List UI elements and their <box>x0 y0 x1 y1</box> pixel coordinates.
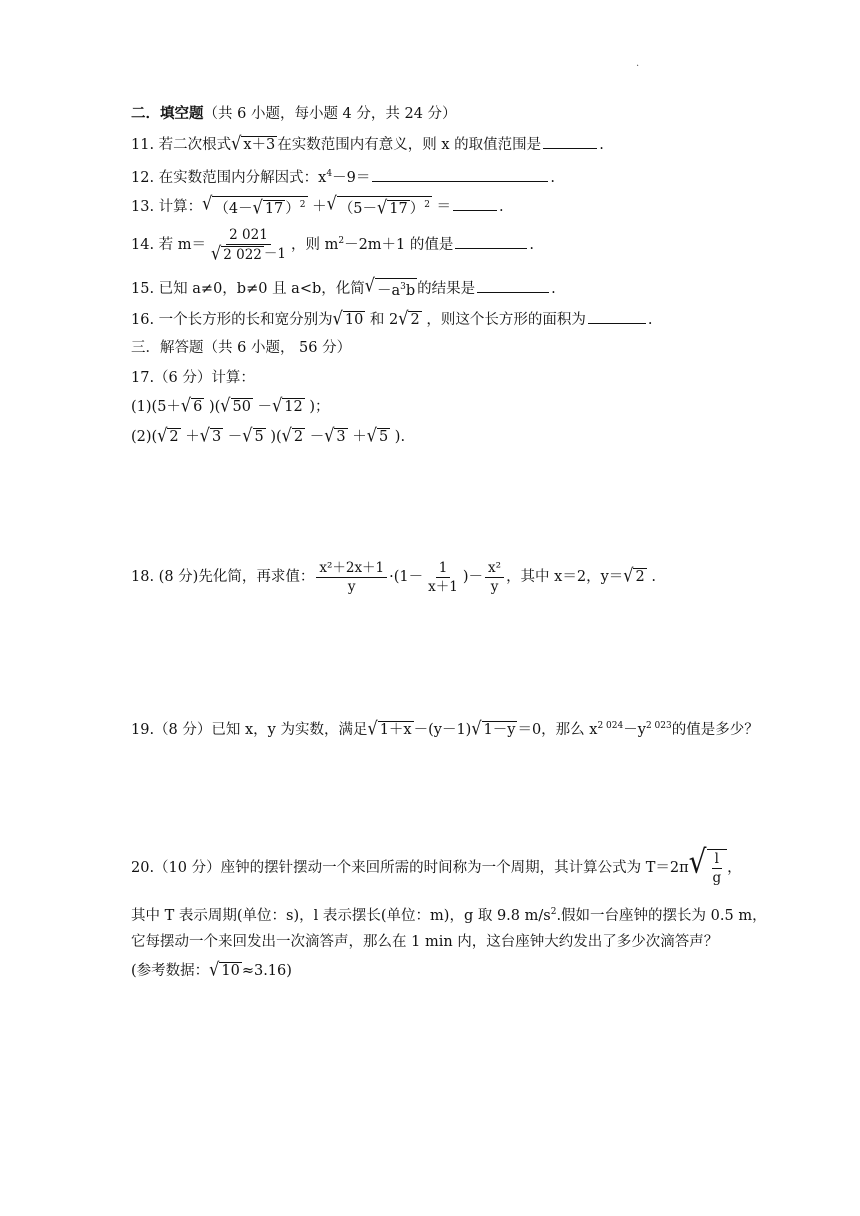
text-run: 的结果是 <box>417 281 476 297</box>
radical <box>157 424 180 447</box>
text-run <box>337 196 432 218</box>
text-run <box>707 849 728 887</box>
text-run: 2 <box>635 569 645 585</box>
radical <box>471 717 517 740</box>
text-run: g <box>712 870 722 886</box>
text-run: ＝0，那么 x <box>517 721 598 738</box>
radical <box>364 274 417 300</box>
radical-sign: √ <box>367 717 378 740</box>
fraction <box>710 850 725 887</box>
text-run: . <box>647 312 653 328</box>
text-run: － <box>305 429 325 445</box>
radical-sign: √ <box>231 132 242 155</box>
radical-sign: √ <box>199 424 210 447</box>
text-run: . <box>499 199 504 215</box>
text-run: 2 022 <box>223 246 262 263</box>
text-run: －a <box>376 282 401 299</box>
radical <box>252 196 286 219</box>
text-run: 12. 在实数范围内分解因式：x <box>131 169 327 186</box>
fraction <box>485 559 504 596</box>
radical-sign: √ <box>332 307 343 330</box>
text-run: 50 <box>232 399 251 415</box>
answer-blank <box>453 196 497 211</box>
text-run: x＋1 <box>428 578 458 595</box>
question-17-part1 <box>131 394 330 417</box>
radical-sign: √ <box>209 958 220 981</box>
question-17-title: 17.（6 分）计算： <box>131 370 255 386</box>
text-run: . <box>651 569 656 585</box>
text-run: 1 <box>436 559 451 578</box>
radical <box>220 394 253 417</box>
question-16 <box>131 309 652 330</box>
radical <box>332 307 366 330</box>
text-run: ，则这个长方形的面积为 <box>421 312 586 328</box>
radical <box>281 424 305 447</box>
radical <box>202 192 307 219</box>
question-17-part2 <box>131 424 406 447</box>
radical <box>366 424 390 447</box>
text-run: 15. 已知 a≠0，b≠0 且 a<b，化简 <box>131 281 365 297</box>
radical-sign: √ <box>324 424 335 447</box>
radical-sign: √ <box>252 196 263 219</box>
text-run: 2 <box>169 429 179 445</box>
radical <box>377 196 410 219</box>
question-19 <box>131 716 759 740</box>
text-run: 12 <box>284 399 303 415</box>
text-run: 3 <box>211 429 222 445</box>
radical-sign: √ <box>364 274 375 296</box>
text-run: 10 <box>221 963 240 979</box>
radical-sign: √ <box>180 394 192 417</box>
text-run: )； <box>304 399 330 415</box>
text-run: ＋ <box>180 429 200 445</box>
text-run: 10 <box>344 312 364 328</box>
answer-blank <box>543 134 597 149</box>
text-run: 17 <box>264 200 284 217</box>
fraction <box>425 559 461 596</box>
text-run: 在实数范围内有意义，则 x 的取值范围是 <box>277 137 542 153</box>
text-run: )( <box>265 429 282 445</box>
radical-sign: √ <box>623 564 634 587</box>
question-18 <box>131 555 656 599</box>
text-run: 1－y <box>483 721 516 738</box>
answer-blank <box>372 167 548 182</box>
exponent: 2 <box>338 235 345 246</box>
radical <box>398 307 421 330</box>
text-run: x²＋2x＋1 <box>316 559 387 578</box>
section3-heading: 三．解答题（共 6 小题， 56 分） <box>131 340 352 356</box>
text-run: －9＝ <box>332 169 371 186</box>
radical-sign: √ <box>688 842 707 881</box>
text-run: ·(1－ <box>389 569 424 585</box>
text-run: 5 <box>254 429 264 445</box>
question-13 <box>131 192 504 219</box>
text-run: 13. 计算： <box>131 199 203 215</box>
question-20-line3: 它每摆动一个来回发出一次滴答声，那么在 1 min 内，这台座钟大约发出了多少次滴答声？ <box>131 934 719 950</box>
text-run <box>375 278 417 300</box>
radical-sign: √ <box>366 424 377 447</box>
text-run: － <box>252 399 273 415</box>
text-run: ). <box>390 429 406 445</box>
text-run <box>208 241 289 264</box>
exponent: 2 024 <box>597 721 624 731</box>
text-run: . <box>551 281 556 297</box>
text-run: l <box>712 850 722 869</box>
text-run: － <box>223 429 243 445</box>
question-20-line4 <box>131 958 292 981</box>
text-run: b <box>405 282 416 299</box>
text-run: . <box>550 169 555 186</box>
question-20-line2 <box>131 902 767 926</box>
text-run: x＋3 <box>243 137 276 153</box>
text-run: 17 <box>389 200 408 217</box>
text-run: －1 <box>263 246 286 262</box>
text-run: 5 <box>378 429 389 445</box>
text-run: 2 021 <box>226 226 271 245</box>
text-run: 2 <box>293 429 304 445</box>
radical-sign: √ <box>220 394 231 417</box>
text-run: y <box>347 578 356 595</box>
radical <box>209 958 242 981</box>
radical <box>324 424 347 447</box>
radical-sign: √ <box>211 241 222 264</box>
radical <box>180 394 204 417</box>
answer-blank <box>477 278 549 293</box>
radical <box>688 842 728 887</box>
text-run: －(y－1) <box>413 721 472 738</box>
exponent: 2 023 <box>645 721 672 731</box>
question-15 <box>131 274 556 300</box>
answer-blank <box>588 309 646 324</box>
fraction <box>208 226 289 264</box>
text-run: 1＋x <box>379 721 412 738</box>
text-run: . <box>599 137 604 153</box>
radical-sign: √ <box>398 307 409 330</box>
question-11 <box>131 134 604 155</box>
question-20-line1 <box>131 842 742 890</box>
text-run: (1)(5＋ <box>131 399 181 415</box>
text-run <box>212 196 307 218</box>
radical-sign: √ <box>281 424 292 447</box>
section2-heading: 二．填空题（共 6 小题，每小题 4 分，共 24 分） <box>131 105 457 122</box>
text-run: )－ <box>462 569 484 585</box>
text-run: . <box>529 236 534 253</box>
exponent: 2 <box>299 200 306 211</box>
text-run: ＝ <box>436 199 452 215</box>
text-run: －2m＋1 的值是 <box>344 236 454 253</box>
radical <box>367 717 413 740</box>
radical-sign: √ <box>242 424 253 447</box>
text-run: y <box>490 578 499 595</box>
text-run: 14. 若 m＝ <box>131 236 207 253</box>
exponent: 2 <box>424 200 430 211</box>
text-run: 2 <box>410 312 420 328</box>
text-run: －y <box>623 721 646 738</box>
text-run: ） <box>285 200 300 217</box>
text-run: (2)( <box>131 429 158 445</box>
text-run: )( <box>204 399 221 415</box>
text-run: 3 <box>336 429 346 445</box>
text-run: 20.（10 分）座钟的摆针摆动一个来回所需的时间称为一个周期，其计算公式为 T＝2π <box>131 860 689 876</box>
exponent: 4 <box>326 169 333 179</box>
radical <box>242 424 265 447</box>
text-run: (参考数据： <box>131 963 210 979</box>
radical-sign: √ <box>326 192 337 214</box>
text-run: 16. 一个长方形的长和宽分别为 <box>131 312 333 328</box>
text-run: ， <box>727 860 742 876</box>
radical-sign: √ <box>471 717 482 740</box>
text-run: 19.（8 分）已知 x，y 为实数，满足 <box>131 721 368 738</box>
text-run: 6 <box>193 399 203 415</box>
text-run: （5－ <box>338 200 378 217</box>
text-run: ＋ <box>347 429 367 445</box>
text-run: ） <box>409 200 425 217</box>
radical-sign: √ <box>272 394 283 417</box>
text-run: 18. (8 分)先化简，再求值： <box>131 569 315 585</box>
radical-sign: √ <box>157 424 168 447</box>
question-14 <box>131 226 534 264</box>
text-run: ＋ <box>312 199 327 215</box>
answer-blank <box>455 234 527 249</box>
text-run: 的值是多少？ <box>671 721 759 738</box>
exponent: 3 <box>400 282 406 293</box>
text-run: ，其中 x＝2，y＝ <box>506 569 624 585</box>
text-run: （4－ <box>214 200 253 217</box>
radical-sign: √ <box>202 192 213 214</box>
radical <box>231 132 277 155</box>
text-run: 其中 T 表示周期(单位：s)，l 表示摆长(单位：m)，g 取 9.8 m/s <box>131 907 551 924</box>
text-run: ≈3.16) <box>241 963 292 979</box>
text-run: 11. 若二次根式 <box>131 137 232 153</box>
exponent: 2 <box>550 907 557 917</box>
fraction <box>316 559 387 596</box>
header-dot: . <box>636 58 640 69</box>
question-12 <box>131 164 555 188</box>
radical <box>199 424 223 447</box>
text-run: .假如一台座钟的摆长为 0.5 m， <box>556 907 767 924</box>
text-run: 和 2 <box>365 312 399 328</box>
radical-sign: √ <box>377 196 388 219</box>
radical <box>623 564 646 587</box>
radical <box>211 241 264 264</box>
radical <box>326 192 432 219</box>
text-run: x² <box>485 559 504 578</box>
text-run: ，则 m <box>290 236 339 253</box>
radical <box>272 394 305 417</box>
